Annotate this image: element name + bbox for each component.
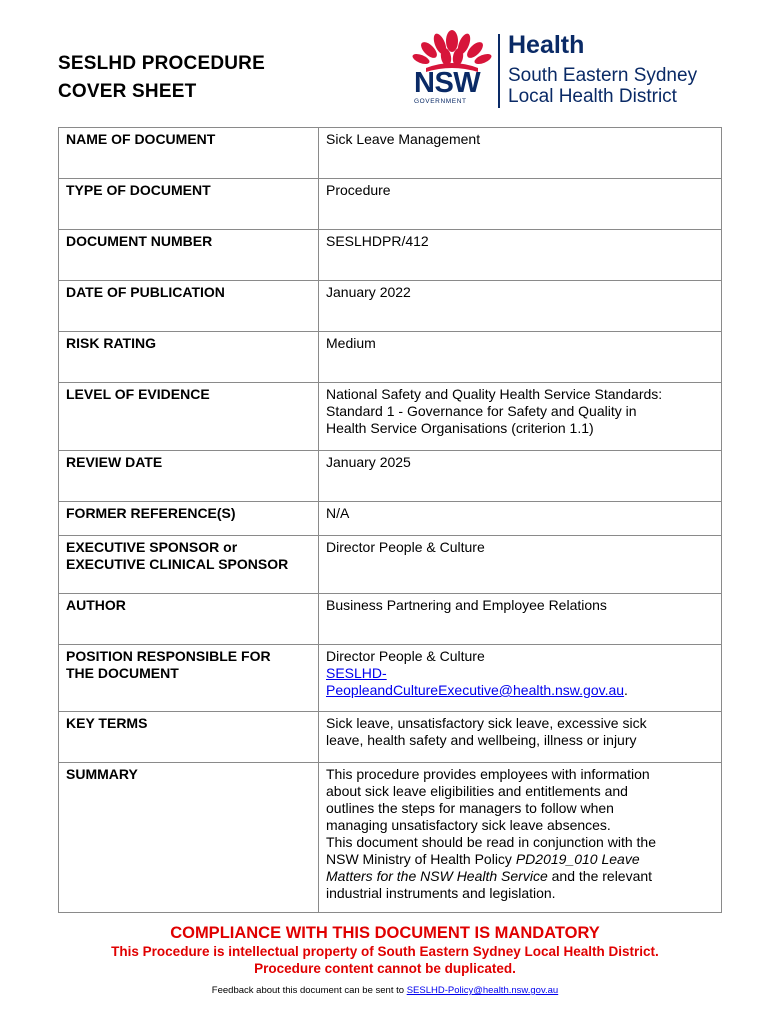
value-line: Director People & Culture [326,648,485,664]
table-row [59,712,722,763]
summary-line: outlines the steps for managers to follow when [326,800,614,816]
title-line-2: COVER SHEET [58,81,197,102]
row-label: DOCUMENT NUMBER [59,230,319,281]
summary-policy-line [326,851,714,868]
value-line: Health Service Organisations (criterion 1.1) [326,420,594,436]
row-value [319,645,722,712]
email-link-line-1[interactable]: SESLHD- [326,665,387,681]
logo-divider [498,34,500,108]
nsw-health-logo [408,28,738,108]
logo-health-text: Health [508,31,585,59]
table-row [59,763,722,913]
row-value [319,712,722,763]
value-line: Standard 1 - Governance for Safety and Quality in [326,403,637,419]
table-row [59,230,722,281]
policy-reference: PD2019_010 Leave [515,851,640,867]
row-value: Procedure [319,179,722,230]
policy-reference-2: Matters for the NSW Health Service [326,868,548,884]
row-label [59,536,319,594]
row-label: AUTHOR [59,594,319,645]
label-line: EXECUTIVE SPONSOR or [66,539,238,555]
table-row [59,645,722,712]
row-label: REVIEW DATE [59,451,319,502]
contact-email-link[interactable] [326,665,714,699]
value-line: Sick leave, unsatisfactory sick leave, excessive sick [326,715,647,731]
email-suffix: . [624,682,628,698]
row-label: SUMMARY [59,763,319,913]
table-row [59,451,722,502]
summary-line: about sick leave eligibilities and entitlements and [326,783,628,799]
title-line-1: SESLHD PROCEDURE [58,53,265,74]
row-label: LEVEL OF EVIDENCE [59,383,319,451]
feedback-text: Feedback about this document can be sent to [211,985,407,996]
row-value: Business Partnering and Employee Relations [319,594,722,645]
summary-line: industrial instruments and legislation. [326,885,556,901]
row-label: FORMER REFERENCE(S) [59,502,319,536]
table-row [59,281,722,332]
row-value: SESLHDPR/412 [319,230,722,281]
row-value: N/A [319,502,722,536]
email-link-line-2[interactable]: PeopleandCultureExecutive@health.nsw.gov.au [326,682,625,698]
table-row [59,128,722,179]
feedback-email-link[interactable]: SESLHD-Policy@health.nsw.gov.au [406,985,559,996]
cover-sheet-table [58,127,722,913]
table-row [59,383,722,451]
ip-notice-line-1: This Procedure is intellectual property of South Eastern Sydney Local Health District. [111,944,659,959]
table-row [59,536,722,594]
row-value: January 2025 [319,451,722,502]
table-row [59,332,722,383]
logo-district-line-1: South Eastern Sydney [508,65,698,86]
summary-line: This procedure provides employees with information [326,766,650,782]
label-line: THE DOCUMENT [66,665,179,681]
value-line: leave, health safety and wellbeing, illness or injury [326,732,637,748]
summary-line: managing unsatisfactory sick leave absences. [326,817,611,833]
row-value: Sick Leave Management [319,128,722,179]
summary-text [319,763,722,913]
page-title [58,50,265,106]
summary-policy-line-2 [326,868,714,885]
ip-notice-line-2: Procedure content cannot be duplicated. [254,961,516,976]
row-value: Medium [319,332,722,383]
row-value: January 2022 [319,281,722,332]
table-row [59,179,722,230]
row-label [59,645,319,712]
row-value: Director People & Culture [319,536,722,594]
table-row [59,594,722,645]
row-label: NAME OF DOCUMENT [59,128,319,179]
compliance-notice: COMPLIANCE WITH THIS DOCUMENT IS MANDATORY [170,924,600,942]
summary-line: This document should be read in conjunction with the [326,834,656,850]
table-row [59,502,722,536]
row-label: RISK RATING [59,332,319,383]
row-label: TYPE OF DOCUMENT [59,179,319,230]
logo-district-line-2: Local Health District [508,86,677,107]
logo-nsw-text: NSW [414,67,481,99]
label-line: POSITION RESPONSIBLE FOR [66,648,271,664]
logo-government-text: GOVERNMENT [414,98,467,105]
feedback-line [0,985,770,996]
label-line: EXECUTIVE CLINICAL SPONSOR [66,556,289,572]
row-label: DATE OF PUBLICATION [59,281,319,332]
policy-after: and the relevant [547,868,653,884]
row-label: KEY TERMS [59,712,319,763]
policy-prefix: NSW Ministry of Health Policy [326,851,516,867]
value-line: National Safety and Quality Health Service Standards: [326,386,663,402]
row-value [319,383,722,451]
